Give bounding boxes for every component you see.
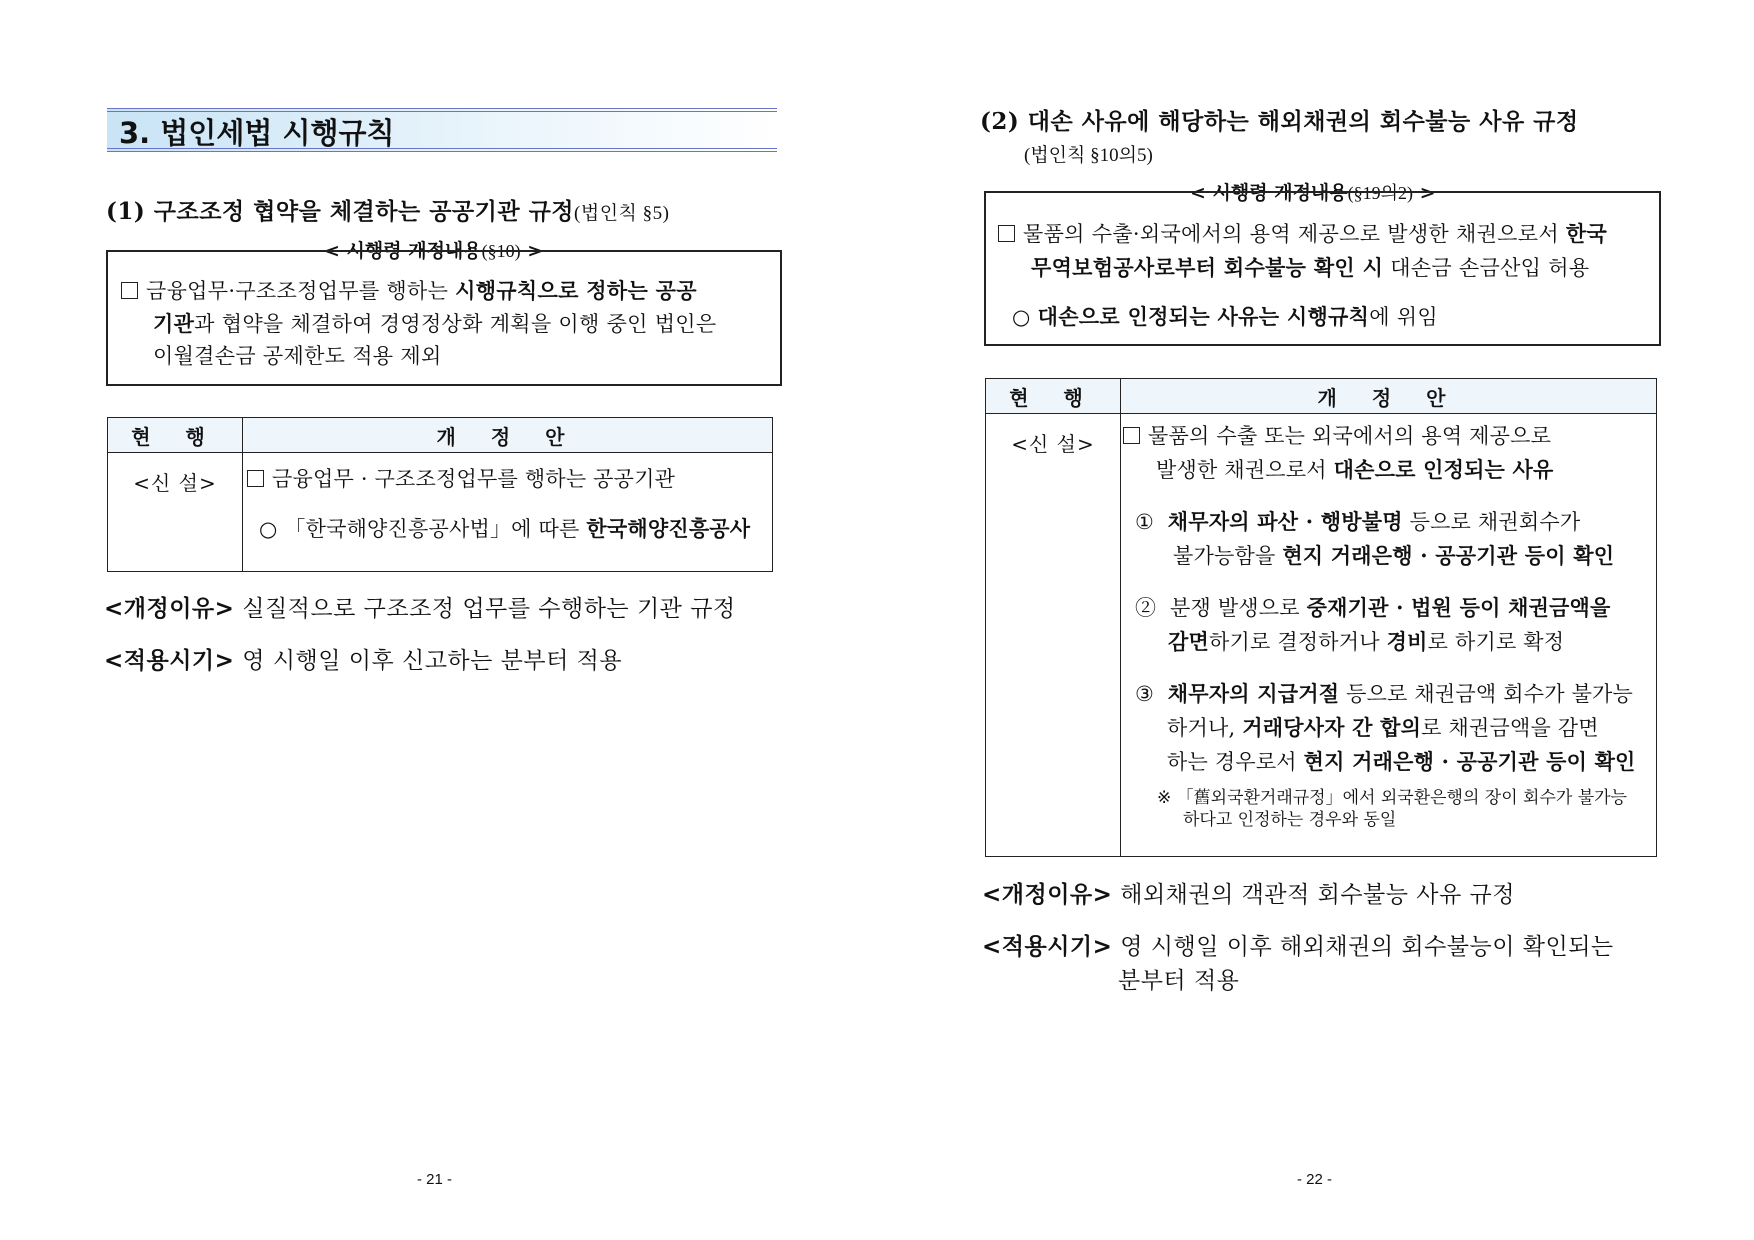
table2-c2-l1-b: 중재기관 · 법원 등이 채권금액을 [1306,595,1611,620]
table2-revised-cell [1121,414,1657,857]
item2-apply-line2: 분부터 적용 [1118,968,1240,994]
item2-heading-text: (2) 대손 사유에 해당하는 해외채권의 회수불능 사유 규정 [980,108,1579,135]
box2-line1 [998,217,1607,251]
item2-reason-label: <개정이유> [982,882,1113,908]
table2-c3-l1-b: 등으로 채권금액 회수가 불가능 [1339,682,1634,706]
item2-reason [982,876,1515,909]
box2-line3 [1012,300,1438,334]
checkbox-square-icon [121,282,138,299]
table2-r2-b: 대손으로 인정되는 사유 [1333,457,1554,482]
box2-line1-b: 한국 [1565,221,1608,246]
box1-line1-a: 금융업무·구조조정업무를 행하는 [146,279,456,303]
table2-c2-l2-c: 경비 [1386,629,1428,654]
page-number-left: - 21 - [417,1171,453,1188]
box1-line2 [153,307,716,341]
checkbox-square-icon [1123,427,1140,444]
table2-c2-l2-d: 로 하기로 확정 [1427,630,1565,654]
comparison-table-1 [107,417,773,572]
box2-line2-b: 대손금 손금산입 허용 [1383,256,1590,280]
table2-c2-l2-a: 감면 [1168,629,1209,654]
item1-reason-label: <개정이유> [104,596,235,622]
item2-apply [982,928,1614,961]
box1-caption-text: < 시행령 개정내용 [324,240,482,262]
box1-line3 [153,340,442,373]
table2-c1-l1-a: 채무자의 파산 · 행방불명 [1167,509,1403,534]
item1-heading [106,193,669,226]
box2-line2-a: 무역보험공사로부터 회수불능 확인 시 [1031,255,1384,280]
table2-c3-l2-c: 로 채권금액을 감면 [1421,716,1599,740]
box2-line3-c: 에 위임 [1369,305,1438,329]
table1-revised-cell [243,453,773,572]
page-number-right: - 22 - [1297,1171,1333,1188]
box2-line2 [1031,251,1589,285]
table1-revised-line2-b: 한국해양진흥공사 [586,516,751,541]
table1-revised-line1-text: 금융업무 · 구조조정업무를 행하는 공공기관 [272,467,676,491]
table2-c3-l1-a: 채무자의 지급거절 [1167,681,1340,706]
table2-c1-l2-a: 불가능함을 [1173,544,1283,568]
table2-c1-l1-b: 등으로 채권회수가 [1402,510,1581,534]
box2-line3-a: ○ [1012,305,1038,329]
table2-c3-l3-b: 현지 거래은행 · 공공기관 등이 확인 [1303,749,1636,774]
section-title-text: 3. 법인세법 시행규칙 [119,116,395,150]
table2-c2-num: ② [1135,596,1157,620]
table2-c3-l1 [1135,677,1656,711]
table2-c3-l2 [1167,711,1656,745]
section-title [107,108,777,152]
table2-c1-num: ① [1135,510,1155,534]
table2-r1 [1123,420,1656,453]
table2-r2 [1156,453,1656,487]
table2-c2-l2 [1168,625,1656,659]
table1-current-cell: <신 설> [108,453,243,572]
item2-apply-label: <적용시기> [982,934,1113,960]
item2-reason-text: 해외채권의 객관적 회수불능 사유 규정 [1112,882,1515,908]
item2-apply-text: 영 시행일 이후 해외채권의 회수불능이 확인되는 [1112,934,1614,960]
box1-line2-a: 기관 [153,311,195,336]
table2-c1-l1 [1135,505,1656,539]
table1-revised-line2 [259,512,772,546]
table2-header-current: 현 행 [986,379,1121,414]
table2-c2-l1 [1135,591,1656,625]
table2-r2-a: 발생한 채권으로서 [1156,458,1334,482]
table2-c3-l3 [1167,745,1656,779]
table2-c3-l2-b: 거래당사자 간 합의 [1242,715,1422,740]
table2-c3-num: ③ [1135,682,1155,706]
box1-caption-ref: (§10) [481,241,521,261]
box1-line3-text: 이월결손금 공제한도 적용 제외 [153,344,442,368]
table1-revised-line2-a: ○ 「한국해양진흥공사법」에 따른 [259,517,587,541]
box1-line2-b: 과 협약을 체결하여 경영정상화 계획을 이행 중인 법인은 [194,312,717,336]
box1-line1-b: 시행규칙으로 정하는 공공 [455,278,697,303]
item1-heading-text: (1) 구조조정 협약을 체결하는 공공기관 규정 [106,198,575,225]
box2-caption-end: > [1413,182,1436,204]
table2-note-l1: ※ 「舊외국환거래규정」에서 외국환은행의 장이 회수가 불가능 [1157,788,1627,808]
box2-caption-ref: (§19의2) [1347,183,1414,203]
table1-revised-line1 [247,463,772,496]
table2-c3-l2-a: 하거나, [1167,716,1243,740]
checkbox-square-icon [247,470,264,487]
table2-c1-l2 [1173,539,1656,573]
item1-reason-text: 실질적으로 구조조정 업무를 수행하는 기관 규정 [234,596,736,622]
item1-apply [104,642,622,675]
item2-heading [980,103,1579,136]
table2-c2-l1-a: 분쟁 발생으로 [1169,596,1307,620]
comparison-table-2 [985,378,1657,857]
table2-header-revised: 개 정 안 [1121,379,1657,414]
box2-line3-b: 대손으로 인정되는 사유는 시행규칙 [1037,304,1370,329]
table2-current-cell: <신 설> [986,414,1121,857]
table2-r1-text: 물품의 수출 또는 외국에서의 용역 제공으로 [1148,424,1552,448]
item1-heading-ref: (법인칙 §5) [574,203,670,224]
table1-header-revised: 개 정 안 [243,418,773,453]
item1-apply-label: <적용시기> [104,648,235,674]
table2-note-l2: 하다고 인정하는 경우와 동일 [1183,810,1397,830]
box1-caption-end: > [520,240,544,262]
box2-line1-a: 물품의 수출·외국에서의 용역 제공으로 발생한 채권으로서 [1023,222,1566,246]
checkbox-square-icon [998,225,1015,242]
item1-apply-text: 영 시행일 이후 신고하는 분부터 적용 [234,648,623,674]
table2-c3-l3-a: 하는 경우로서 [1167,750,1304,774]
item2-heading-ref: (법인칙 §10의5) [1024,145,1153,166]
table2-c2-l2-b: 하기로 결정하거나 [1208,630,1387,654]
item1-reason [104,590,736,623]
table2-c1-l2-b: 현지 거래은행 · 공공기관 등이 확인 [1282,543,1615,568]
table1-header-current: 현 행 [108,418,243,453]
box2-caption-text: < 시행령 개정내용 [1190,182,1348,204]
box1-line1 [121,274,697,308]
